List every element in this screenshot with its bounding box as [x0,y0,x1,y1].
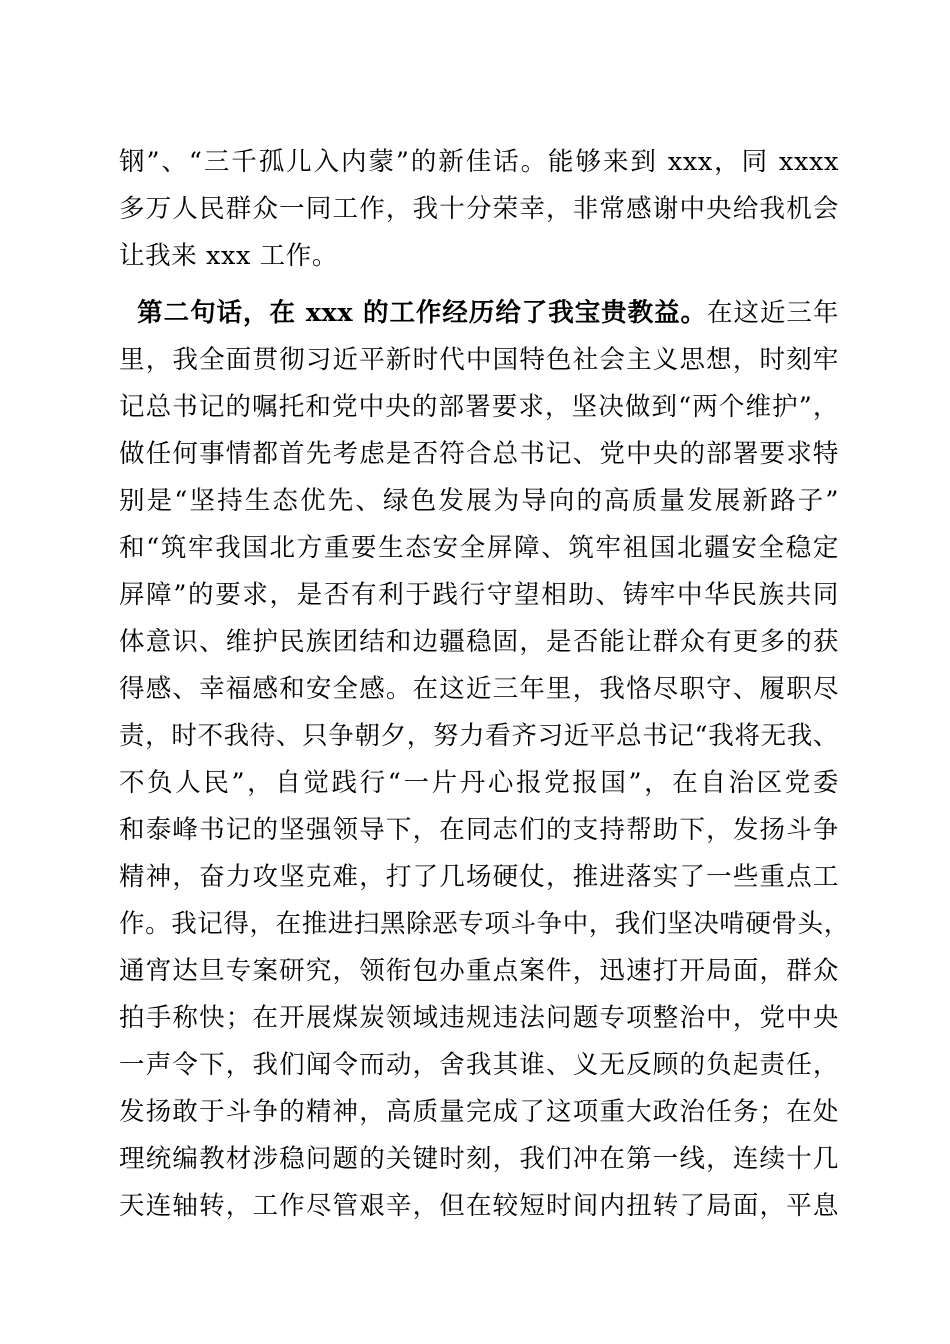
text-line: 让我来 xxx 工作。 [119,241,338,271]
text-line: 责，时不我待、只争朝夕，努力看齐习近平总书记“我将无我、 [119,721,839,751]
text-line: 记总书记的嘱托和党中央的部署要求，坚决做到“两个维护”， [119,392,839,422]
text-line: 别是“坚持生态优先、绿色发展为导向的高质量发展新路子” [119,486,839,516]
text-line: 拍手称快；在开展煤炭领域违规违法问题专项整治中，党中央 [119,1003,839,1033]
text-line: 钢”、“三千孤儿入内蒙”的新佳话。能够来到 xxx，同 xxxx [119,147,839,177]
document-body [119,139,850,1230]
text-line: 和泰峰书记的坚强领导下，在同志们的支持帮助下，发扬斗争 [119,815,839,845]
text-line: 和“筑牢我国北方重要生态安全屏障、筑牢祖国北疆安全稳定 [119,533,839,563]
text-line: 一声令下，我们闻令而动，舍我其谁、义无反顾的负起责任， [119,1050,839,1080]
text-line: 里，我全面贯彻习近平新时代中国特色社会主义思想，时刻牢 [119,345,839,375]
text-line: 多万人民群众一同工作，我十分荣幸，非常感谢中央给我机会 [119,194,839,224]
text-line: 通宵达旦专案研究，领衔包办重点案件，迅速打开局面，群众 [119,956,839,986]
text-line: 得感、幸福感和安全感。在这近三年里，我恪尽职守、履职尽 [119,674,839,704]
paragraph-lead-sentence: 第二句话，在 xxx 的工作经历给了我宝贵教益。 [137,298,708,328]
text-line: 做任何事情都首先考虑是否符合总书记、党中央的部署要求特 [119,439,839,469]
paragraph-lead-continuation: 在这近三年 [707,298,839,328]
text-line: 体意识、维护民族团结和边疆稳固，是否能让群众有更多的获 [119,627,839,657]
text-line: 屏障”的要求，是否有利于践行守望相助、铸牢中华民族共同 [119,580,839,610]
text-line: 天连轴转，工作尽管艰辛，但在较短时间内扭转了局面，平息 [119,1191,839,1221]
paragraph-heading-line [119,290,839,337]
text-line: 理统编教材涉稳问题的关键时刻，我们冲在第一线，连续十几 [119,1144,839,1174]
text-line: 不负人民”，自觉践行“一片丹心报党报国”，在自治区党委 [119,768,839,798]
text-line: 精神，奋力攻坚克难，打了几场硬仗，推进落实了一些重点工 [119,862,839,892]
text-line: 作。我记得，在推进扫黑除恶专项斗争中，我们坚决啃硬骨头， [119,909,850,939]
text-line: 发扬敢于斗争的精神，高质量完成了这项重大政治任务；在处 [119,1097,839,1127]
